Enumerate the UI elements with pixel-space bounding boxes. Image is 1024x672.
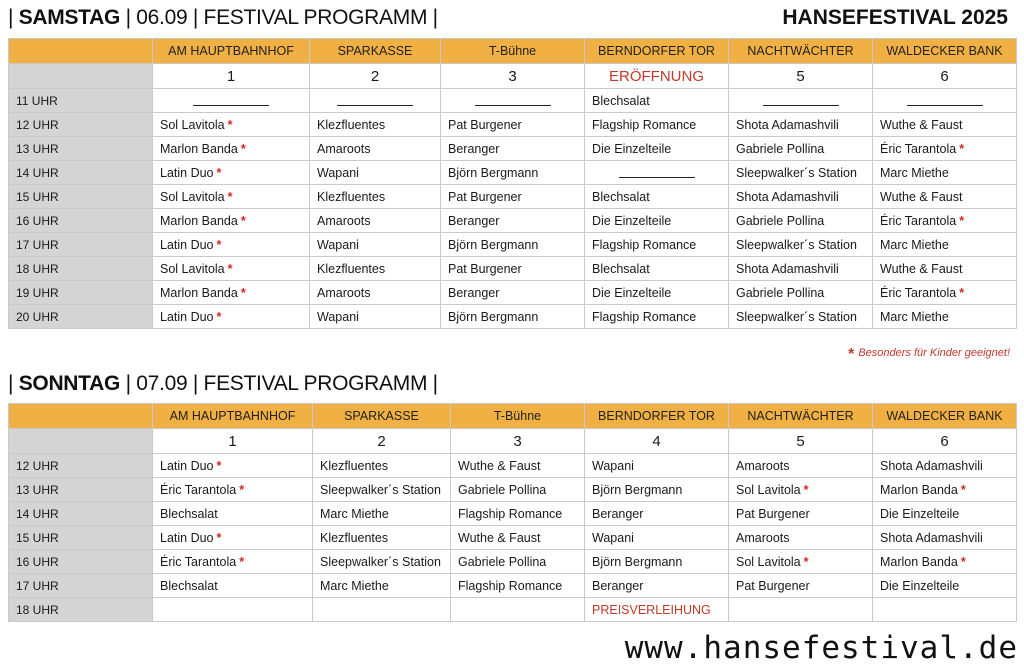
website-url: www.hansefestival.de bbox=[624, 630, 1018, 666]
schedule-row bbox=[9, 454, 1017, 478]
performer-name: Latin Duo bbox=[160, 165, 214, 180]
performer-cell bbox=[873, 574, 1017, 598]
footnote-text: Besonders für Kinder geeignet! bbox=[858, 347, 1010, 359]
performer-cell bbox=[310, 113, 441, 137]
performer-cell bbox=[153, 502, 313, 526]
kids-star-icon: * bbox=[959, 285, 965, 300]
performer-name: Sleepwalker´s Station bbox=[320, 554, 441, 569]
schedule-row bbox=[9, 209, 1017, 233]
performer-cell bbox=[585, 502, 729, 526]
performer-cell bbox=[729, 257, 873, 281]
performer-cell bbox=[729, 209, 873, 233]
performer-cell bbox=[313, 502, 451, 526]
number-corner bbox=[9, 429, 153, 454]
performer-name: Blechsalat bbox=[592, 93, 650, 108]
time-cell: 12 UHR bbox=[9, 113, 153, 137]
saturday-day-label: SAMSTAG bbox=[18, 6, 121, 29]
kids-star-icon: * bbox=[216, 165, 222, 180]
performer-cell bbox=[451, 526, 585, 550]
performer-name: Éric Tarantola bbox=[160, 554, 237, 569]
performer-name: Sol Lavitola bbox=[736, 554, 801, 569]
performer-cell bbox=[153, 257, 310, 281]
star-icon: * bbox=[848, 346, 855, 363]
performer-name: Flagship Romance bbox=[592, 117, 697, 132]
schedule-row bbox=[9, 89, 1017, 113]
performer-name: Klezfluentes bbox=[320, 458, 389, 473]
kids-star-icon: * bbox=[960, 482, 966, 497]
performer-name: Wuthe & Faust bbox=[880, 261, 963, 276]
performer-name: Pat Burgener bbox=[448, 117, 522, 132]
performer-cell bbox=[441, 209, 585, 233]
performer-cell bbox=[153, 161, 310, 185]
schedule-row bbox=[9, 233, 1017, 257]
performer-name: Björn Bergmann bbox=[448, 237, 539, 252]
performer-cell bbox=[441, 257, 585, 281]
kids-star-icon: * bbox=[227, 261, 233, 276]
performer-name: Wapani bbox=[317, 309, 359, 324]
stage-number: 5 bbox=[729, 64, 873, 89]
performer-cell bbox=[153, 574, 313, 598]
performer-name: Blechsalat bbox=[592, 261, 650, 276]
performer-cell bbox=[153, 478, 313, 502]
saturday-stage-number-row bbox=[9, 64, 1017, 89]
stage-number-opening: ERÖFFNUNG bbox=[585, 64, 729, 89]
performer-cell bbox=[873, 502, 1017, 526]
performer-name: Pat Burgener bbox=[448, 189, 522, 204]
sunday-day-label: SONNTAG bbox=[18, 372, 121, 395]
blank-slot-line bbox=[619, 169, 695, 178]
kids-star-icon: * bbox=[216, 530, 222, 545]
number-corner bbox=[9, 64, 153, 89]
schedule-row bbox=[9, 113, 1017, 137]
schedule-row bbox=[9, 574, 1017, 598]
performer-cell bbox=[729, 281, 873, 305]
performer-name: Shota Adamashvili bbox=[736, 261, 839, 276]
performer-name: Amaroots bbox=[736, 530, 790, 545]
performer-cell bbox=[729, 185, 873, 209]
performer-cell bbox=[451, 574, 585, 598]
performer-cell bbox=[729, 305, 873, 329]
performer-name: Sol Lavitola bbox=[736, 482, 801, 497]
performer-cell bbox=[441, 233, 585, 257]
performer-name: Marc Miethe bbox=[320, 506, 389, 521]
performer-name: Beranger bbox=[448, 285, 500, 300]
performer-name: Wapani bbox=[317, 237, 359, 252]
stage-number: 3 bbox=[451, 429, 585, 454]
stage-header: NACHTWÄCHTER bbox=[729, 404, 873, 429]
performer-name: Shota Adamashvili bbox=[736, 189, 839, 204]
performer-cell bbox=[153, 89, 310, 113]
performer-cell bbox=[873, 305, 1017, 329]
performer-cell bbox=[729, 454, 873, 478]
performer-name: Marc Miethe bbox=[880, 237, 949, 252]
kids-star-icon: * bbox=[240, 141, 246, 156]
performer-name: Marc Miethe bbox=[880, 309, 949, 324]
kids-star-icon: * bbox=[216, 237, 222, 252]
performer-cell bbox=[585, 257, 729, 281]
schedule-row bbox=[9, 161, 1017, 185]
performer-name: Die Einzelteile bbox=[592, 141, 672, 156]
kids-star-icon: * bbox=[960, 554, 966, 569]
schedule-row bbox=[9, 305, 1017, 329]
performer-cell bbox=[313, 526, 451, 550]
kids-star-icon: * bbox=[240, 213, 246, 228]
performer-cell bbox=[729, 502, 873, 526]
blank-slot-line bbox=[193, 97, 269, 106]
performer-name: Gabriele Pollina bbox=[736, 141, 825, 156]
stage-number: 6 bbox=[873, 429, 1017, 454]
performer-cell bbox=[153, 550, 313, 574]
schedule-row bbox=[9, 137, 1017, 161]
performer-cell bbox=[441, 305, 585, 329]
time-cell: 15 UHR bbox=[9, 185, 153, 209]
performer-cell bbox=[153, 233, 310, 257]
performer-name: Wuthe & Faust bbox=[880, 117, 963, 132]
schedule-row bbox=[9, 502, 1017, 526]
schedule-row bbox=[9, 281, 1017, 305]
performer-name: Pat Burgener bbox=[736, 506, 810, 521]
performer-cell bbox=[729, 550, 873, 574]
performer-cell bbox=[873, 478, 1017, 502]
schedule-row bbox=[9, 185, 1017, 209]
footnote bbox=[848, 346, 1010, 364]
performer-cell bbox=[729, 478, 873, 502]
performer-name: Latin Duo bbox=[160, 458, 214, 473]
performer-name: Wuthe & Faust bbox=[458, 458, 541, 473]
performer-cell bbox=[153, 598, 313, 622]
performer-name: Wuthe & Faust bbox=[880, 189, 963, 204]
performer-cell bbox=[441, 113, 585, 137]
performer-cell bbox=[310, 137, 441, 161]
performer-name: Die Einzelteile bbox=[880, 506, 960, 521]
performer-cell bbox=[873, 185, 1017, 209]
performer-cell bbox=[585, 137, 729, 161]
performer-cell bbox=[310, 233, 441, 257]
performer-name: Sol Lavitola bbox=[160, 261, 225, 276]
header-corner bbox=[9, 404, 153, 429]
performer-name: Die Einzelteile bbox=[592, 213, 672, 228]
performer-cell bbox=[153, 113, 310, 137]
performer-cell bbox=[873, 89, 1017, 113]
performer-cell bbox=[873, 233, 1017, 257]
performer-cell bbox=[585, 598, 729, 622]
performer-name: Björn Bergmann bbox=[592, 554, 683, 569]
stage-number: 5 bbox=[729, 429, 873, 454]
performer-cell bbox=[310, 185, 441, 209]
performer-cell bbox=[310, 161, 441, 185]
performer-name: Blechsalat bbox=[160, 578, 218, 593]
time-cell: 17 UHR bbox=[9, 233, 153, 257]
performer-cell bbox=[153, 281, 310, 305]
performer-cell bbox=[310, 209, 441, 233]
kids-star-icon: * bbox=[240, 285, 246, 300]
performer-name: Sleepwalker´s Station bbox=[736, 237, 857, 252]
performer-name: Die Einzelteile bbox=[592, 285, 672, 300]
performer-name: Éric Tarantola bbox=[880, 141, 957, 156]
blank-slot-line bbox=[337, 97, 413, 106]
performer-cell bbox=[729, 233, 873, 257]
performer-cell bbox=[585, 209, 729, 233]
performer-cell bbox=[585, 185, 729, 209]
performer-name: Amaroots bbox=[317, 213, 371, 228]
schedule-row bbox=[9, 478, 1017, 502]
performer-name: Marlon Banda bbox=[880, 554, 958, 569]
performer-cell bbox=[153, 454, 313, 478]
performer-name: Wapani bbox=[592, 458, 634, 473]
stage-header: T-Bühne bbox=[451, 404, 585, 429]
stage-header: WALDECKER BANK bbox=[873, 404, 1017, 429]
performer-cell bbox=[585, 454, 729, 478]
kids-star-icon: * bbox=[959, 141, 965, 156]
performer-cell bbox=[441, 185, 585, 209]
performer-cell bbox=[310, 281, 441, 305]
performer-name: Klezfluentes bbox=[317, 189, 386, 204]
kids-star-icon: * bbox=[803, 554, 809, 569]
performer-name: Sleepwalker´s Station bbox=[320, 482, 441, 497]
performer-name: Marc Miethe bbox=[880, 165, 949, 180]
time-cell: 12 UHR bbox=[9, 454, 153, 478]
schedule-row bbox=[9, 526, 1017, 550]
performer-cell bbox=[451, 502, 585, 526]
performer-cell bbox=[729, 526, 873, 550]
performer-name: Pat Burgener bbox=[736, 578, 810, 593]
performer-cell bbox=[873, 113, 1017, 137]
performer-name: Marc Miethe bbox=[320, 578, 389, 593]
performer-name: Gabriele Pollina bbox=[458, 554, 547, 569]
performer-cell bbox=[585, 574, 729, 598]
saturday-schedule-table bbox=[8, 38, 1017, 329]
performer-name: Beranger bbox=[448, 213, 500, 228]
performer-cell bbox=[729, 574, 873, 598]
performer-cell bbox=[873, 257, 1017, 281]
performer-name: Wapani bbox=[592, 530, 634, 545]
kids-star-icon: * bbox=[216, 458, 222, 473]
performer-name: Marlon Banda bbox=[160, 285, 238, 300]
performer-cell bbox=[153, 209, 310, 233]
performer-name: Gabriele Pollina bbox=[458, 482, 547, 497]
performer-name: Wuthe & Faust bbox=[458, 530, 541, 545]
performer-name: Marlon Banda bbox=[880, 482, 958, 497]
performer-name: Amaroots bbox=[317, 141, 371, 156]
time-cell: 13 UHR bbox=[9, 137, 153, 161]
performer-cell bbox=[873, 161, 1017, 185]
performer-name: Die Einzelteile bbox=[880, 578, 960, 593]
sunday-schedule-table bbox=[8, 403, 1017, 622]
performer-cell bbox=[310, 305, 441, 329]
stage-header: WALDECKER BANK bbox=[873, 39, 1017, 64]
performer-name: Flagship Romance bbox=[458, 506, 563, 521]
performer-name: Shota Adamashvili bbox=[880, 458, 983, 473]
performer-cell bbox=[441, 161, 585, 185]
stage-header: T-Bühne bbox=[441, 39, 585, 64]
stage-number: 6 bbox=[873, 64, 1017, 89]
saturday-stage-header-row bbox=[9, 39, 1017, 64]
performer-name: Gabriele Pollina bbox=[736, 213, 825, 228]
kids-star-icon: * bbox=[227, 117, 233, 132]
performer-cell bbox=[313, 454, 451, 478]
stage-header: BERNDORFER TOR bbox=[585, 404, 729, 429]
kids-star-icon: * bbox=[216, 309, 222, 324]
blank-slot-line bbox=[907, 97, 983, 106]
stage-header: AM HAUPTBAHNHOF bbox=[153, 39, 310, 64]
performer-cell bbox=[153, 526, 313, 550]
kids-star-icon: * bbox=[239, 554, 245, 569]
header-corner bbox=[9, 39, 153, 64]
performer-name: Marlon Banda bbox=[160, 213, 238, 228]
performer-name: Éric Tarantola bbox=[880, 213, 957, 228]
performer-name: Flagship Romance bbox=[592, 309, 697, 324]
stage-header: SPARKASSE bbox=[310, 39, 441, 64]
time-cell: 13 UHR bbox=[9, 478, 153, 502]
saturday-title: | SAMSTAG | 06.09 | FESTIVAL PROGRAMM | bbox=[8, 6, 438, 29]
performer-name: PREISVERLEIHUNG bbox=[592, 602, 711, 617]
time-cell: 19 UHR bbox=[9, 281, 153, 305]
performer-name: Sleepwalker´s Station bbox=[736, 309, 857, 324]
performer-cell bbox=[313, 574, 451, 598]
performer-cell bbox=[310, 257, 441, 281]
performer-cell bbox=[585, 305, 729, 329]
performer-name: Éric Tarantola bbox=[160, 482, 237, 497]
performer-name: Klezfluentes bbox=[320, 530, 389, 545]
time-cell: 17 UHR bbox=[9, 574, 153, 598]
stage-header: BERNDORFER TOR bbox=[585, 39, 729, 64]
performer-cell bbox=[585, 526, 729, 550]
performer-cell bbox=[729, 161, 873, 185]
performer-name: Beranger bbox=[592, 506, 644, 521]
performer-cell bbox=[451, 550, 585, 574]
performer-cell bbox=[585, 161, 729, 185]
performer-name: Amaroots bbox=[736, 458, 790, 473]
performer-name: Sleepwalker´s Station bbox=[736, 165, 857, 180]
sunday-title: | SONNTAG | 07.09 | FESTIVAL PROGRAMM | bbox=[8, 372, 438, 395]
performer-cell bbox=[585, 113, 729, 137]
stage-header: SPARKASSE bbox=[313, 404, 451, 429]
stage-header: AM HAUPTBAHNHOF bbox=[153, 404, 313, 429]
performer-cell bbox=[873, 281, 1017, 305]
performer-name: Wapani bbox=[317, 165, 359, 180]
performer-cell bbox=[441, 281, 585, 305]
performer-name: Amaroots bbox=[317, 285, 371, 300]
performer-cell bbox=[729, 113, 873, 137]
performer-cell bbox=[873, 137, 1017, 161]
time-cell: 16 UHR bbox=[9, 209, 153, 233]
performer-cell bbox=[873, 454, 1017, 478]
performer-cell bbox=[313, 550, 451, 574]
kids-star-icon: * bbox=[239, 482, 245, 497]
blank-slot-line bbox=[763, 97, 839, 106]
performer-cell bbox=[451, 478, 585, 502]
performer-name: Shota Adamashvili bbox=[880, 530, 983, 545]
stage-number: 2 bbox=[313, 429, 451, 454]
performer-name: Beranger bbox=[592, 578, 644, 593]
performer-cell bbox=[451, 454, 585, 478]
performer-cell bbox=[585, 233, 729, 257]
blank-slot-line bbox=[475, 97, 551, 106]
performer-name: Latin Duo bbox=[160, 309, 214, 324]
performer-name: Sol Lavitola bbox=[160, 189, 225, 204]
performer-name: Klezfluentes bbox=[317, 261, 386, 276]
performer-name: Shota Adamashvili bbox=[736, 117, 839, 132]
performer-cell bbox=[873, 550, 1017, 574]
performer-cell bbox=[441, 137, 585, 161]
stage-number: 3 bbox=[441, 64, 585, 89]
schedule-row bbox=[9, 257, 1017, 281]
performer-name: Björn Bergmann bbox=[592, 482, 683, 497]
performer-cell bbox=[310, 89, 441, 113]
performer-name: Flagship Romance bbox=[458, 578, 563, 593]
performer-cell bbox=[451, 598, 585, 622]
performer-cell bbox=[585, 550, 729, 574]
performer-cell bbox=[585, 478, 729, 502]
performer-cell bbox=[441, 89, 585, 113]
kids-star-icon: * bbox=[959, 213, 965, 228]
stage-header: NACHTWÄCHTER bbox=[729, 39, 873, 64]
performer-cell bbox=[729, 89, 873, 113]
performer-cell bbox=[729, 137, 873, 161]
time-cell: 18 UHR bbox=[9, 257, 153, 281]
time-cell: 14 UHR bbox=[9, 502, 153, 526]
performer-name: Björn Bergmann bbox=[448, 165, 539, 180]
festival-name: HANSEFESTIVAL 2025 bbox=[782, 6, 1008, 29]
stage-number: 2 bbox=[310, 64, 441, 89]
stage-number: 4 bbox=[585, 429, 729, 454]
time-cell: 20 UHR bbox=[9, 305, 153, 329]
time-cell: 15 UHR bbox=[9, 526, 153, 550]
performer-cell bbox=[153, 305, 310, 329]
performer-cell bbox=[873, 598, 1017, 622]
time-cell: 16 UHR bbox=[9, 550, 153, 574]
performer-name: Gabriele Pollina bbox=[736, 285, 825, 300]
performer-name: Klezfluentes bbox=[317, 117, 386, 132]
time-cell: 14 UHR bbox=[9, 161, 153, 185]
performer-name: Éric Tarantola bbox=[880, 285, 957, 300]
performer-name: Blechsalat bbox=[160, 506, 218, 521]
stage-number: 1 bbox=[153, 429, 313, 454]
schedule-row bbox=[9, 598, 1017, 622]
performer-cell bbox=[729, 598, 873, 622]
stage-number: 1 bbox=[153, 64, 310, 89]
performer-name: Pat Burgener bbox=[448, 261, 522, 276]
kids-star-icon: * bbox=[227, 189, 233, 204]
schedule-row bbox=[9, 550, 1017, 574]
performer-cell bbox=[313, 478, 451, 502]
performer-cell bbox=[313, 598, 451, 622]
performer-name: Blechsalat bbox=[592, 189, 650, 204]
performer-name: Marlon Banda bbox=[160, 141, 238, 156]
performer-cell bbox=[153, 137, 310, 161]
performer-cell bbox=[585, 281, 729, 305]
performer-cell bbox=[153, 185, 310, 209]
performer-name: Latin Duo bbox=[160, 530, 214, 545]
performer-name: Björn Bergmann bbox=[448, 309, 539, 324]
sunday-stage-header-row bbox=[9, 404, 1017, 429]
time-cell: 11 UHR bbox=[9, 89, 153, 113]
performer-name: Sol Lavitola bbox=[160, 117, 225, 132]
performer-name: Flagship Romance bbox=[592, 237, 697, 252]
performer-cell bbox=[585, 89, 729, 113]
sunday-stage-number-row bbox=[9, 429, 1017, 454]
kids-star-icon: * bbox=[803, 482, 809, 497]
performer-name: Latin Duo bbox=[160, 237, 214, 252]
performer-name: Beranger bbox=[448, 141, 500, 156]
performer-cell bbox=[873, 526, 1017, 550]
performer-cell bbox=[873, 209, 1017, 233]
time-cell: 18 UHR bbox=[9, 598, 153, 622]
